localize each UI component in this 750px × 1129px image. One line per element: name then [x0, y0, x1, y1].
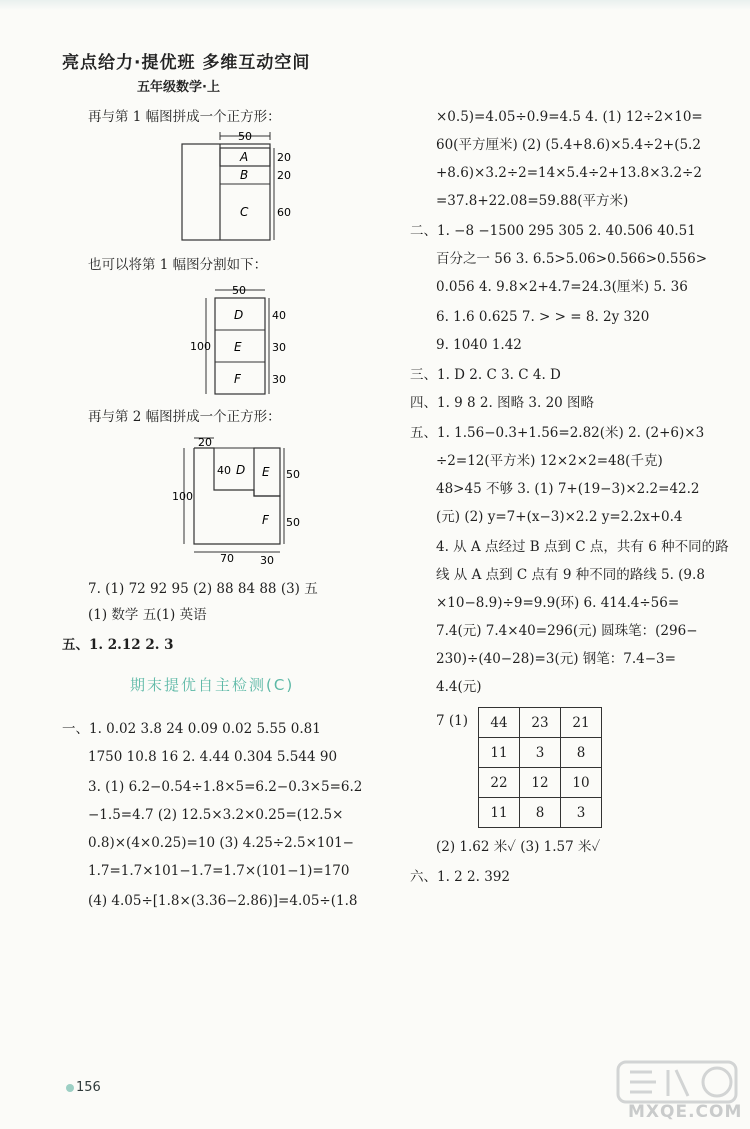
fig3-left-label: 100: [172, 490, 193, 503]
text-line: ×0.5)=4.05÷0.9=4.5 4. (1) 12÷2×10=: [436, 109, 703, 125]
text-line: 也可以将第 1 幅图分割如下：: [88, 257, 268, 273]
figure-2: [190, 282, 300, 400]
table-cell: 10: [561, 768, 602, 798]
text-line: 230)÷(40−28)=3(元) 钢笔：7.4−3=: [436, 651, 676, 667]
text-line: (2) 1.62 米✓ (3) 1.57 米✓: [436, 839, 601, 855]
fig1-right-20a: 20: [277, 151, 291, 164]
text-line: 4.4(元): [436, 679, 482, 695]
fig1-right-60: 60: [277, 206, 291, 219]
text-line: 一、1. 0.02 3.8 24 0.09 0.02 5.55 0.81: [62, 721, 321, 737]
table-cell: 44: [479, 708, 520, 738]
text-line: (1) 数学 五(1) 英语: [88, 607, 207, 623]
table-row: [479, 708, 602, 738]
text-line: 再与第 2 幅图拼成一个正方形：: [88, 409, 281, 425]
fig3-label-e: E: [262, 465, 270, 479]
text-line: 再与第 1 幅图拼成一个正方形：: [88, 109, 281, 125]
magic-grid-table: [478, 707, 602, 828]
watermark-text: MXQE.COM: [628, 1102, 743, 1122]
text-line: ÷2=12(平方米) 12×2×2=48(千克): [436, 453, 663, 469]
table-cell: 22: [479, 768, 520, 798]
fig2-left-label: 100: [190, 340, 211, 353]
question-7-label: 7 (1): [436, 713, 469, 729]
fig1-right-20b: 20: [277, 169, 291, 182]
text-line: 五、1. 1.56−0.3+1.56=2.82(米) 2. (2+6)×3: [410, 425, 705, 441]
text-line: 四、1. 9 8 2. 图略 3. 20 图略: [410, 395, 595, 411]
text-line: 0.8)×(4×0.25)=10 (3) 4.25÷2.5×101−: [88, 835, 354, 851]
text-line: 线 从 A 点到 C 点有 9 种不同的路线 5. (9.8: [436, 567, 705, 583]
table-cell: 21: [561, 708, 602, 738]
text-line: 三、1. D 2. C 3. C 4. D: [410, 367, 561, 383]
text-line: 7. (1) 72 92 95 (2) 88 84 88 (3) 五: [88, 581, 318, 597]
figure-3: [172, 432, 302, 568]
fig3-right-50b: 50: [286, 516, 300, 529]
text-line: 六、1. 2 2. 392: [410, 869, 510, 885]
table-cell: 12: [520, 768, 561, 798]
page-number-dot-icon: [66, 1084, 74, 1092]
text-line: 9. 1040 1.42: [436, 337, 522, 353]
fig2-right-40: 40: [272, 309, 286, 322]
table-row: [479, 738, 602, 768]
fig2-right-30b: 30: [272, 373, 286, 386]
table-cell: 8: [520, 798, 561, 828]
fig2-label-d: D: [234, 308, 244, 322]
text-line: 百分之一 56 3. 6.5>5.06>0.566>0.556>: [436, 251, 708, 267]
text-line: 0.056 4. 9.8×2+4.7=24.3(厘米) 5. 36: [436, 279, 688, 295]
table-cell: 8: [561, 738, 602, 768]
fig3-inner-40: 40: [217, 464, 231, 477]
table-row: [479, 798, 602, 828]
text-line: 60(平方厘米) (2) (5.4+8.6)×5.4÷2+(5.2: [436, 137, 701, 153]
text-line: 48>45 不够 3. (1) 7+(19−3)×2.2=42.2: [436, 481, 700, 497]
text-line: (元) (2) y=7+(x−3)×2.2 y=2.2x+0.4: [436, 509, 683, 525]
page-number: 156: [76, 1080, 101, 1095]
fig3-label-d: D: [236, 463, 246, 477]
text-line: 7.4(元) 7.4×40=296(元) 圆珠笔：(296−: [436, 623, 698, 639]
fig2-right-30a: 30: [272, 341, 286, 354]
table-cell: 11: [479, 798, 520, 828]
top-band: [0, 0, 750, 10]
fig2-top-label: 50: [232, 284, 246, 297]
fig2-label-f: F: [234, 372, 241, 386]
text-line: =37.8+22.08=59.88(平方米): [436, 193, 629, 209]
text-line: 3. (1) 6.2−0.54÷1.8×5=6.2−0.3×5=6.2: [88, 779, 363, 795]
text-line: (4) 4.05÷[1.8×(3.36−2.86)]=4.05÷(1.8: [88, 893, 358, 909]
text-line: −1.5=4.7 (2) 12.5×3.2×0.25=(12.5×: [88, 807, 344, 823]
table-row: [479, 768, 602, 798]
figure-1: [180, 128, 300, 244]
table-cell: 23: [520, 708, 561, 738]
table-cell: 3: [520, 738, 561, 768]
section-heading: 期末提优自主检测(C): [130, 676, 295, 694]
table-cell: 3: [561, 798, 602, 828]
text-line: ×10−8.9)÷9=9.9(环) 6. 414.4÷56=: [436, 595, 680, 611]
fig3-top-label: 20: [198, 436, 212, 449]
text-line: 4. 从 A 点经过 B 点到 C 点，共有 6 种不同的路: [436, 539, 729, 555]
fig3-label-f: F: [262, 513, 269, 527]
page-header-title: 亮点给力·提优班 多维互动空间: [62, 53, 311, 73]
text-line: +8.6)×3.2÷2=14×5.4÷2+13.8×3.2÷2: [436, 165, 702, 181]
fig3-right-50a: 50: [286, 468, 300, 481]
text-line: 6. 1.6 0.625 7. > > = 8. 2y 320: [436, 309, 650, 325]
fig2-label-e: E: [234, 340, 242, 354]
table-cell: 11: [479, 738, 520, 768]
text-line: 五、1. 2.12 2. 3: [62, 637, 174, 653]
fig1-label-b: B: [240, 168, 249, 182]
fig3-bottom-70: 70: [220, 552, 234, 565]
text-line: 1750 10.8 16 2. 4.44 0.304 5.544 90: [88, 749, 338, 765]
fig3-bottom-30: 30: [260, 554, 274, 567]
text-line: 二、1. −8 −1500 295 305 2. 40.506 40.51: [410, 223, 696, 239]
fig1-top-label: 50: [238, 130, 252, 143]
page-header-subtitle: 五年级数学·上: [137, 80, 220, 95]
fig1-label-a: A: [240, 150, 249, 164]
fig1-label-c: C: [240, 205, 249, 219]
text-line: 1.7=1.7×101−1.7=1.7×(101−1)=170: [88, 863, 350, 879]
